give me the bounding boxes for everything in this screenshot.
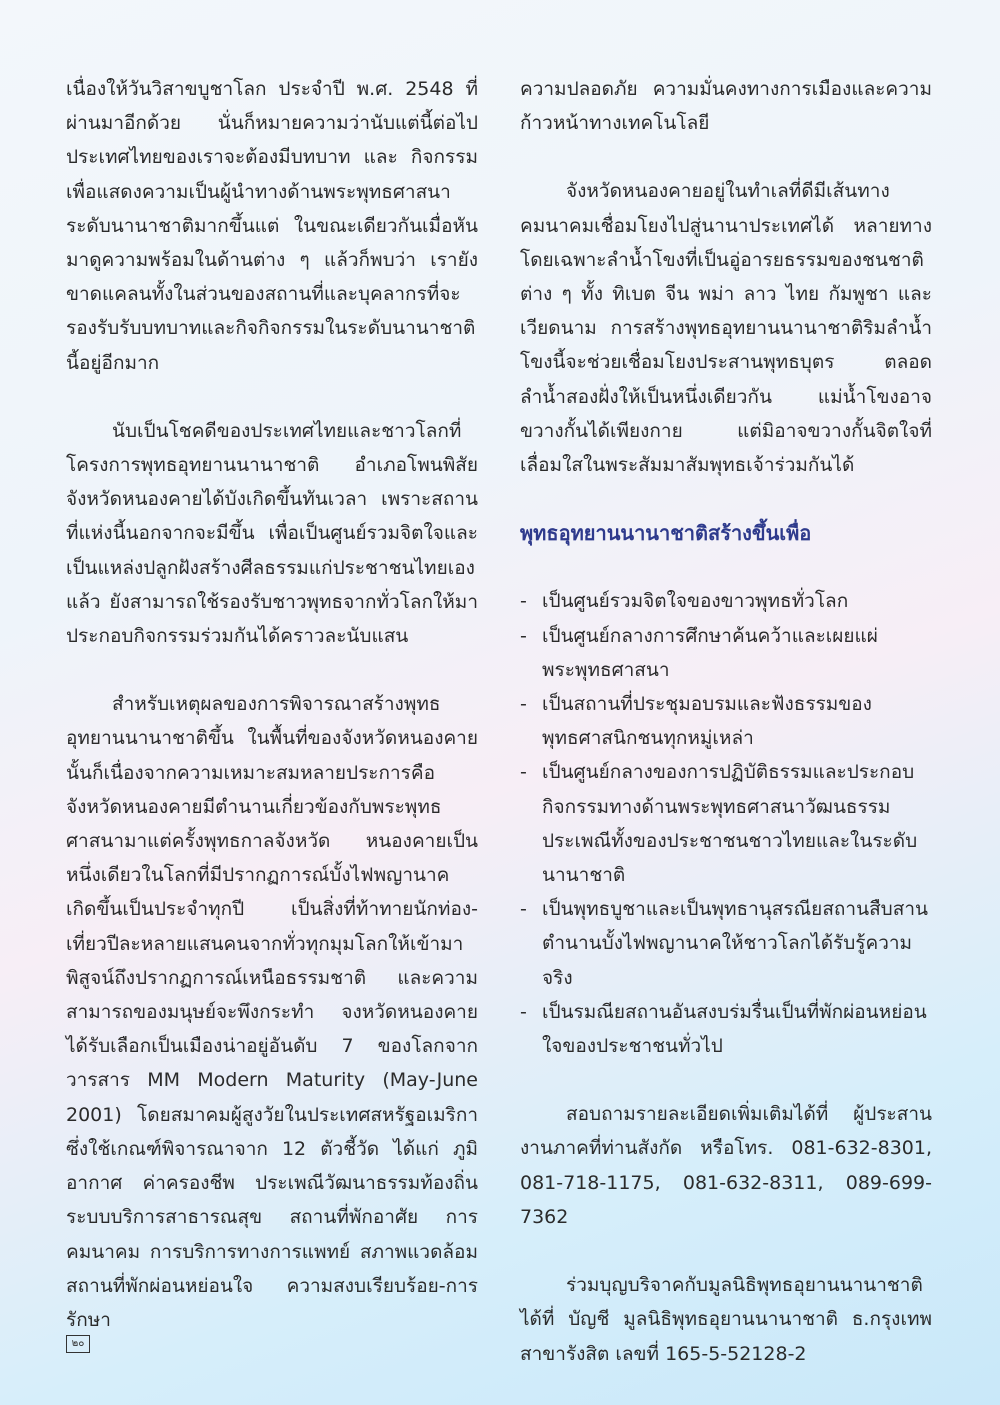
list-item: - เป็นพุทธบูชาและเป็นพุทธานุสรณียสถานสืบสานตำนานบั้งไฟพญานาคให้ชาวโลกได้รับรู้ความจริง — [520, 892, 932, 995]
paragraph-location: จังหวัดหนองคายอยู่ในทำเลที่ดีมีเส้นทางคมนาคมเชื่อมโยงไปสู่นานาประเทศได้ หลายทางโดยเฉพาะลำน้ำโขงที่เป็นอู่อารยธรรมของชนชาติต่าง ๆ ทั้ง ทิเบต จีน พม่า ลาว ไทย กัมพูชา และเวียดนาม การสร้างพุทธอุทยานนานาชาติริมลำน้ำโขงนี้จะช่วยเชื่อมโยงประสานพุทธบุตร ตลอดลำน้ำสองฝั่งให้เป็นหนึ่งเดียวกัน แม่น้ำโขงอาจขวางกั้นได้เพียงกาย แต่มิอาจขวางกั้นจิตใจที่เลื่อมใสในพระสัมมาสัมพุทธเจ้าร่วมกันได้ — [520, 180, 932, 477]
paragraph-donation: ร่วมบุญบริจาคกับมูลนิธิพุทธอุยานนานาชาติได้ที่ บัญชี มูลนิธิพุทธอุยานนานาชาติ ธ.กรุงเทพสาขารังสิต เลขที่ 165-5-52128-2 — [520, 1274, 932, 1365]
paragraph-contact: สอบถามรายละเอียดเพิ่มเติมได้ที่ ผู้ประสานงานภาคที่ท่านสังกัด หรือโทร. 081-632-8301, 081-718-1175, 081-632-8311, 089-699-7362 — [520, 1103, 932, 1228]
section-heading: พุทธอุทยานนานาชาติสร้างขึ้นเพื่อ — [520, 521, 812, 546]
paragraph-intro: เนื่องให้วันวิสาขบูชาโลก ประจำปี พ.ศ. 2548 ที่ผ่านมาอีกด้วย นั่นก็หมายความว่านับแต่นี้ต่อไปประเทศไทยของเราจะต้องมีบทบาท และ กิจกรรมเพื่อแสดงความเป็นผู้นำทางด้านพระพุทธศาสนาระดับนานาชาติมากขึ้นแต่ ในขณะเดียวกันเมื่อหันมาดูความพร้อมในด้านต่าง ๆ แล้วก็พบว่า เรายังขาดแคลนทั้งในส่วนของสถานที่และบุคลากรที่จะรองรับรับบทบาทและกิจกิจกรรมในระดับนานาชาตินี้อยู่อีกมาก — [66, 78, 478, 374]
list-item: - เป็นสถานที่ประชุมอบรมและฟังธรรมของพุทธศาสนิกชนทุกหมู่เหล่า — [520, 687, 932, 755]
page-number: ๒๐ — [66, 1335, 90, 1353]
list-item: - เป็นศูนย์กลางของการปฏิบัติธรรมและประกอบกิจกรรมทางด้านพระพุทธศาสนาวัฒนธรรมประเพณีทั้งของประชาชนชาวไทยและในระดับนานาชาติ — [520, 755, 932, 892]
right-column — [520, 72, 932, 1405]
list-item: - เป็นรมณียสถานอันสงบร่มรื่นเป็นที่พักผ่อนหย่อนใจของประชาชนทั่วไป — [520, 995, 932, 1063]
list-item: - เป็นศูนย์รวมจิตใจของขาวพุทธทั่วโลก — [520, 584, 932, 618]
list-item: - เป็นศูนย์กลางการศึกษาค้นคว้าและเผยแผ่พระพุทธศาสนา — [520, 619, 932, 687]
paragraph-reasons: สำหรับเหตุผลของการพิจารณาสร้างพุทธอุทยานนานาชาติขึ้น ในพื้นที่ของจังหวัดหนองคายนั้นก็เนื่องจากความเหมาะสมหลายประการคือ จังหวัดหนองคายมีตำนานเกี่ยวข้องกับพระพุทธศาสนามาแต่ครั้งพุทธกาลจังหวัด หนองคายเป็นหนึ่งเดียวในโลกที่มีปรากฏการณ์บั้งไฟพญานาคเกิดขึ้นเป็นประจำทุกปี เป็นสิ่งที่ท้าทายนักท่อง-เที่ยวปีละหลายแสนคนจากทั่วทุกมุมโลกให้เข้ามาพิสูจน์ถึงปรากฏการณ์เหนือธรรมชาติ และความสามารถของมนุษย์จะพึงกระทำ จงหวัดหนองคายได้รับเลือกเป็นเมืองน่าอยู่อันดับ 7 ของโลกจากวารสาร MM Modern Maturity (May-June 2001) โดยสมาคมผู้สูงวัยในประเทศสหรัฐอเมริกา ซึ่งใช้เกณฑ์พิจารณาจาก 12 ตัวชี้วัด ได้แก่ ภูมิอากาศ ค่าครองชีพ ประเพณีวัฒนาธรรมท้องถิ่น ระบบบริการสาธารณสุข สถานที่พักอาศัย การคมนาคม การบริการทางการแพทย์ สภาพแวดล้อม สถานที่พักผ่อนหย่อนใจ ความสงบเรียบร้อย-การรักษา — [66, 693, 478, 1331]
paragraph-continuation: ความปลอดภัย ความมั่นคงทางการเมืองและความก้าวหน้าทางเทคโนโลยี — [520, 78, 932, 135]
left-column — [66, 72, 478, 1371]
paragraph-fortune: นับเป็นโชคดีของประเทศไทยและชาวโลกที่โครงการพุทธอุทยานนานาชาติ อำเภอโพนพิสัย จังหวัดหนองคายได้บังเกิดขึ้นทันเวลา เพราะสถานที่แห่งนี้นอกจากจะมีขึ้น เพื่อเป็นศูนย์รวมจิตใจและเป็นแหล่งปลูกฝังสร้างศีลธรรมแก่ประชาชนไทยเองแล้ว ยังสามารถใช้รองรับชาวพุทธจากทั่วโลกให้มาประกอบกิจกรรมร่วมกันได้คราวละนับแสน — [66, 419, 478, 648]
purpose-list — [520, 584, 932, 1063]
